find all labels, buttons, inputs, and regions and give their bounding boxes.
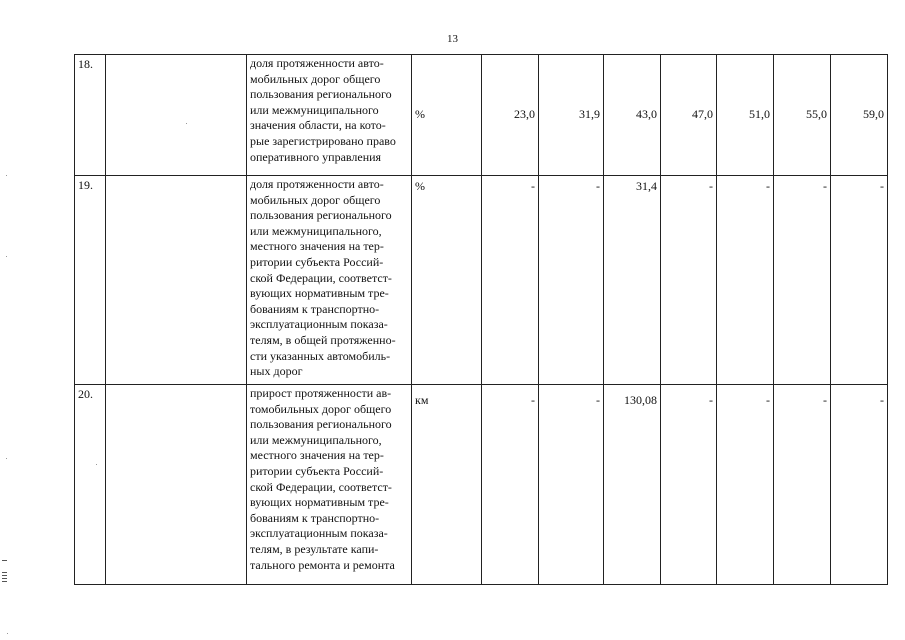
description-line: или межмуниципального,	[250, 432, 382, 447]
value-cell: -	[539, 385, 604, 585]
value-cell: -	[831, 176, 888, 385]
description-line: ритории субъекта Россий-	[250, 254, 384, 269]
description-line: томобильных дорог общего	[250, 401, 392, 416]
value-cell: -	[717, 385, 774, 585]
value-cell: -	[717, 176, 774, 385]
indicators-table	[74, 54, 888, 585]
unit-cell: %	[412, 176, 482, 385]
description-line: пользования регионального	[250, 208, 392, 223]
scan-speck	[7, 633, 8, 634]
description-line: мобильных дорог общего	[250, 71, 381, 86]
value-cell: -	[482, 385, 539, 585]
description-line: местного значения на тер-	[250, 448, 384, 463]
description-line: телям, в общей протяженно-	[250, 332, 396, 347]
margin-mark	[2, 572, 7, 573]
description-line: эксплуатационным показа-	[250, 317, 388, 332]
table-row	[75, 55, 888, 176]
empty-cell	[106, 385, 247, 585]
description-line: рые зарегистрировано право	[250, 133, 396, 148]
page-number: 13	[447, 33, 458, 45]
description-line: телям, в результате капи-	[250, 541, 379, 556]
description-line: пользования регионального	[250, 417, 392, 432]
description-line: или межмуниципального	[250, 102, 379, 117]
description-line: вующих нормативным тре-	[250, 286, 389, 301]
description-line: доля протяженности авто-	[250, 56, 384, 70]
description-line: пользования регионального	[250, 87, 392, 102]
unit-cell: %	[412, 55, 482, 176]
indicator-description	[247, 176, 412, 385]
value-cell: 55,0	[774, 55, 831, 176]
empty-cell	[106, 55, 247, 176]
margin-mark	[2, 560, 7, 561]
description-line: или межмуниципального,	[250, 223, 382, 238]
indicator-description	[247, 55, 412, 176]
value-cell: -	[774, 176, 831, 385]
value-cell: -	[482, 176, 539, 385]
description-line: бованиям к транспортно-	[250, 510, 380, 525]
description-line: доля протяженности авто-	[250, 177, 384, 191]
row-number: 19.	[75, 176, 106, 385]
unit-cell: км	[412, 385, 482, 585]
value-cell: -	[831, 385, 888, 585]
description-line: ской Федерации, соответст-	[250, 479, 392, 494]
value-cell: 59,0	[831, 55, 888, 176]
value-cell: 31,4	[604, 176, 661, 385]
value-cell: -	[774, 385, 831, 585]
description-line: прирост протяженности ав-	[250, 386, 392, 400]
margin-mark	[2, 575, 7, 576]
value-cell: -	[661, 176, 717, 385]
value-cell: -	[661, 385, 717, 585]
value-cell: 51,0	[717, 55, 774, 176]
description-line: тального ремонта и ремонта	[250, 557, 395, 572]
table-row	[75, 176, 888, 385]
table-body	[75, 55, 888, 585]
scan-speck	[6, 175, 7, 176]
description-line: ных дорог	[250, 364, 303, 379]
table-row	[75, 385, 888, 585]
value-cell: 130,08	[604, 385, 661, 585]
description-line: эксплуатационным показа-	[250, 526, 388, 541]
row-number: 18.	[75, 55, 106, 176]
description-line: сти указанных автомобиль-	[250, 348, 391, 363]
description-line: бованиям к транспортно-	[250, 301, 380, 316]
description-line: ской Федерации, соответст-	[250, 270, 392, 285]
description-line: вующих нормативным тре-	[250, 495, 389, 510]
value-cell: 43,0	[604, 55, 661, 176]
value-cell: 23,0	[482, 55, 539, 176]
scan-speck	[186, 123, 187, 124]
row-number: 20.	[75, 385, 106, 585]
description-line: местного значения на тер-	[250, 239, 384, 254]
scan-speck	[6, 458, 7, 459]
scan-speck	[6, 256, 7, 257]
empty-cell	[106, 176, 247, 385]
description-line: ритории субъекта Россий-	[250, 463, 384, 478]
indicator-description	[247, 385, 412, 585]
description-line: оперативного управления	[250, 149, 382, 164]
description-line: мобильных дорог общего	[250, 192, 381, 207]
value-cell: 31,9	[539, 55, 604, 176]
scan-speck	[96, 464, 97, 465]
value-cell: -	[539, 176, 604, 385]
margin-mark	[2, 578, 7, 579]
value-cell: 47,0	[661, 55, 717, 176]
description-line: значения области, на кото-	[250, 118, 386, 133]
margin-mark	[2, 581, 7, 582]
